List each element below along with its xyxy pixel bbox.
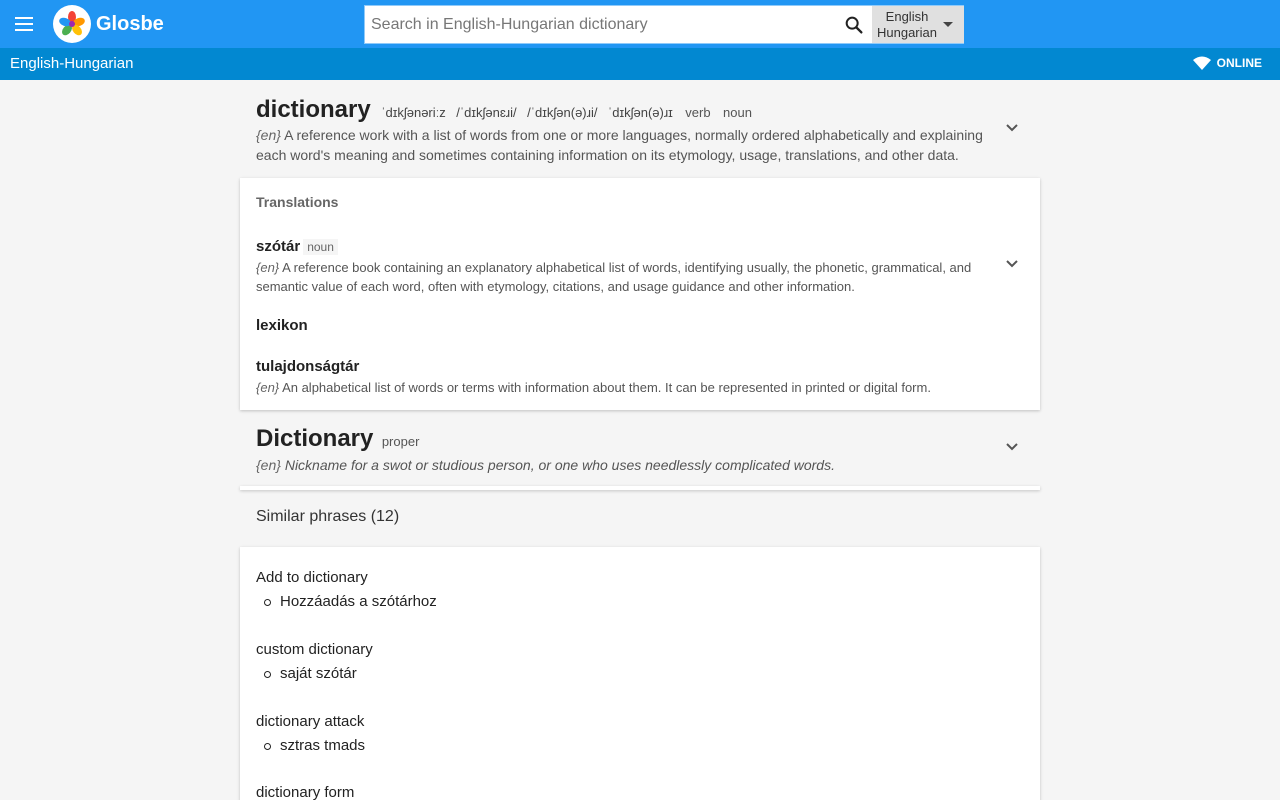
logo[interactable] bbox=[53, 5, 164, 43]
search-box bbox=[364, 5, 964, 44]
language-from: English bbox=[885, 9, 929, 24]
definition bbox=[256, 125, 996, 165]
similar-phrases-title[interactable]: Similar phrases (12) bbox=[256, 508, 400, 525]
translation-definition bbox=[256, 378, 996, 397]
language-tag: {en} bbox=[256, 127, 281, 143]
headword: dictionary bbox=[256, 96, 371, 123]
caret-down-icon bbox=[943, 22, 953, 27]
logo-flower-icon bbox=[53, 5, 91, 43]
similar-phrase[interactable]: dictionary attack bbox=[256, 713, 365, 730]
language-tag: {en} bbox=[256, 260, 280, 275]
phrase-translation-text: sztras tmads bbox=[280, 737, 366, 754]
phrase-translation[interactable] bbox=[280, 665, 357, 682]
pronunciation: ˈdɪkʃən(ə)ɹɪ bbox=[607, 105, 673, 120]
wifi-icon bbox=[1193, 56, 1211, 70]
online-status-label: ONLINE bbox=[1216, 56, 1262, 70]
phrase-translation[interactable] bbox=[280, 593, 437, 610]
entry-dictionary bbox=[256, 96, 996, 165]
search-input[interactable] bbox=[371, 6, 835, 43]
bullet-icon bbox=[264, 671, 271, 678]
chevron-down-icon[interactable] bbox=[1005, 440, 1019, 454]
part-of-speech: noun bbox=[303, 239, 338, 255]
translation-item[interactable] bbox=[256, 238, 338, 255]
phrase-translation-text: Hozzáadás a szótárhoz bbox=[280, 593, 437, 610]
phrase-translation[interactable] bbox=[280, 737, 365, 754]
similar-phrases-card bbox=[240, 547, 1040, 800]
similar-phrase[interactable]: custom dictionary bbox=[256, 641, 373, 658]
translations-label: Translations bbox=[256, 194, 339, 210]
language-tag: {en} bbox=[256, 380, 280, 395]
pronunciation: /ˈdɪkʃənɛɹi/ bbox=[456, 105, 517, 120]
chevron-down-icon[interactable] bbox=[1005, 257, 1019, 271]
definition-text: A reference book containing an explanatory alphabetical list of words, identifying usually, the phonetic, grammatical, and semantic value of each word, often with etymology, citations, and usage guidance and other information. bbox=[256, 260, 972, 294]
card-edge bbox=[240, 486, 1040, 490]
bullet-icon bbox=[264, 599, 271, 606]
definition-text: A reference work with a list of words from one or more languages, normally ordered alphabetically and explaining each word's meaning and sometimes containing information on its etymology, usage, translations, and other data. bbox=[256, 127, 983, 163]
headword: Dictionary bbox=[256, 425, 374, 452]
translation-item[interactable] bbox=[256, 358, 359, 375]
translation-word: tulajdonságtár bbox=[256, 358, 360, 375]
language-pair-title[interactable]: English-Hungarian bbox=[10, 55, 134, 72]
entry-dictionary-proper bbox=[256, 425, 996, 475]
translation-word: lexikon bbox=[256, 317, 308, 334]
sub-bar bbox=[0, 48, 1280, 80]
chevron-down-icon[interactable] bbox=[1005, 121, 1019, 135]
pronunciation: ˈdɪkʃənəriːz bbox=[381, 105, 446, 120]
bullet-icon bbox=[264, 743, 271, 750]
language-to: Hungarian bbox=[877, 25, 937, 40]
menu-icon[interactable] bbox=[12, 12, 36, 36]
definition bbox=[256, 455, 996, 475]
definition-text: Nickname for a swot or studious person, or one who uses needlessly complicated words. bbox=[284, 457, 835, 473]
pronunciation: /ˈdɪkʃən(ə)ɹi/ bbox=[527, 105, 598, 120]
language-tag: {en} bbox=[256, 457, 281, 473]
top-bar bbox=[0, 0, 1280, 48]
similar-phrase[interactable]: Add to dictionary bbox=[256, 569, 368, 586]
search-icon[interactable] bbox=[843, 14, 865, 36]
phrase-translation-text: saját szótár bbox=[280, 665, 357, 682]
translation-item[interactable] bbox=[256, 317, 308, 334]
translation-definition bbox=[256, 258, 996, 296]
part-of-speech: proper bbox=[381, 434, 420, 449]
part-of-speech: verb bbox=[685, 105, 711, 120]
logo-text: Glosbe bbox=[96, 12, 164, 35]
definition-text: An alphabetical list of words or terms with information about them. It can be represented in printed or digital form. bbox=[282, 380, 931, 395]
part-of-speech: noun bbox=[723, 105, 752, 120]
translations-card bbox=[240, 178, 1040, 410]
online-status bbox=[1193, 56, 1262, 70]
translation-word: szótár bbox=[256, 238, 301, 255]
language-pair-select[interactable] bbox=[872, 6, 964, 43]
similar-phrase[interactable]: dictionary form bbox=[256, 784, 355, 800]
